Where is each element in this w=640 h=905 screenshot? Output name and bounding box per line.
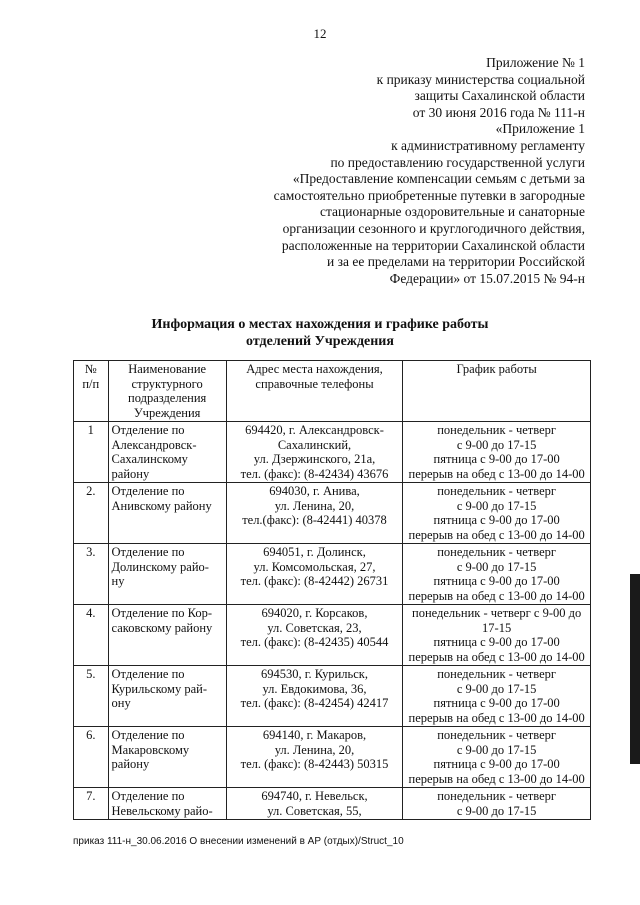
branch-name: Отделение по Макаровскому району xyxy=(108,727,226,788)
appendix-line: самостоятельно приобретенные путевки в загородные xyxy=(273,187,585,203)
branch-name: Отделение по Кор- саковскому району xyxy=(108,605,226,666)
header-number: № п/п xyxy=(74,361,109,422)
branch-address: 694140, г. Макаров, ул. Ленина, 20, тел. (факс): (8-42443) 50315 xyxy=(226,727,403,788)
table-row xyxy=(74,727,591,788)
appendix-line: по предоставлению государственной услуги xyxy=(330,154,585,170)
footer-file-path: приказ 111-н_30.06.2016 О внесении изменений в АР (отдых)/Struct_10 xyxy=(73,836,404,847)
appendix-line: и за ее пределами на территории Российской xyxy=(327,254,585,270)
row-number: 1 xyxy=(74,422,109,483)
title-line: Информация о местах нахождения и графике работы xyxy=(151,317,489,332)
branch-schedule: понедельник - четверг с 9-00 до 17-15 пятница с 9-00 до 17-00 перерыв на обед с 13-00 до 14-00 xyxy=(403,605,591,666)
table-row xyxy=(74,544,591,605)
appendix-line: «Предоставление компенсации семьям с детьми за xyxy=(292,171,585,187)
table-row xyxy=(74,666,591,727)
appendix-line: «Приложение 1 xyxy=(495,121,585,137)
branch-schedule: понедельник - четверг с 9-00 до 17-15 пятница с 9-00 до 17-00 перерыв на обед с 13-00 до 14-00 xyxy=(403,422,591,483)
branch-schedule: понедельник - четверг с 9-00 до 17-15 xyxy=(403,788,591,820)
appendix-line: от 30 июня 2016 года № 111-н xyxy=(412,104,585,120)
appendix-header xyxy=(225,55,585,287)
appendix-line: защиты Сахалинской области xyxy=(414,88,585,104)
appendix-line: расположенные на территории Сахалинской области xyxy=(281,237,585,253)
branch-schedule: понедельник - четверг с 9-00 до 17-15 пятница с 9-00 до 17-00 перерыв на обед с 13-00 до 14-00 xyxy=(403,544,591,605)
appendix-line: Федерации» от 15.07.2015 № 94-н xyxy=(389,270,585,286)
branch-address: 694530, г. Курильск, ул. Евдокимова, 36, тел. (факс): (8-42454) 42417 xyxy=(226,666,403,727)
branch-address: 694740, г. Невельск, ул. Советская, 55, xyxy=(226,788,403,820)
branch-name: Отделение по Курильскому рай- ону xyxy=(108,666,226,727)
document-title xyxy=(0,316,640,350)
row-number: 2. xyxy=(74,483,109,544)
branch-address: 694020, г. Корсаков, ул. Советская, 23, тел. (факс): (8-42435) 40544 xyxy=(226,605,403,666)
row-number: 7. xyxy=(74,788,109,820)
header-name: Наименование структурного подразделения Учреждения xyxy=(108,361,226,422)
branch-address: 694051, г. Долинск, ул. Комсомольская, 27, тел. (факс): (8-42442) 26731 xyxy=(226,544,403,605)
header-schedule: График работы xyxy=(403,361,591,422)
title-line: отделений Учреждения xyxy=(246,334,394,349)
appendix-line: стационарные оздоровительные и санаторные xyxy=(319,204,585,220)
table-row xyxy=(74,422,591,483)
branch-address: 694030, г. Анива, ул. Ленина, 20, тел.(факс): (8-42441) 40378 xyxy=(226,483,403,544)
table-row xyxy=(74,788,591,820)
branch-name: Отделение по Александровск- Сахалинскому району xyxy=(108,422,226,483)
row-number: 6. xyxy=(74,727,109,788)
header-address: Адрес места нахождения, справочные телефоны xyxy=(226,361,403,422)
appendix-line: организации сезонного и круглогодичного действия, xyxy=(282,220,585,236)
row-number: 4. xyxy=(74,605,109,666)
table-row xyxy=(74,605,591,666)
scan-edge-mark xyxy=(630,574,640,764)
appendix-line: Приложение № 1 xyxy=(486,55,585,70)
table-header-row xyxy=(74,361,591,422)
branch-name: Отделение по Анивскому району xyxy=(108,483,226,544)
row-number: 3. xyxy=(74,544,109,605)
appendix-line: к приказу министерства социальной xyxy=(376,71,585,87)
appendix-line: к административному регламенту xyxy=(391,137,585,153)
branch-schedule: понедельник - четверг с 9-00 до 17-15 пятница с 9-00 до 17-00 перерыв на обед с 13-00 до 14-00 xyxy=(403,727,591,788)
branches-table xyxy=(73,360,591,820)
branch-schedule: понедельник - четверг с 9-00 до 17-15 пятница с 9-00 до 17-00 перерыв на обед с 13-00 до 14-00 xyxy=(403,666,591,727)
branch-schedule: понедельник - четверг с 9-00 до 17-15 пятница с 9-00 до 17-00 перерыв на обед с 13-00 до 14-00 xyxy=(403,483,591,544)
table-row xyxy=(74,483,591,544)
row-number: 5. xyxy=(74,666,109,727)
branch-name: Отделение по Невельскому райо- xyxy=(108,788,226,820)
branch-address: 694420, г. Александровск- Сахалинский, ул. Дзержинского, 21а, тел. (факс): (8-42434) 43676 xyxy=(226,422,403,483)
branch-name: Отделение по Долинскому райо- ну xyxy=(108,544,226,605)
page-number: 12 xyxy=(313,26,327,41)
